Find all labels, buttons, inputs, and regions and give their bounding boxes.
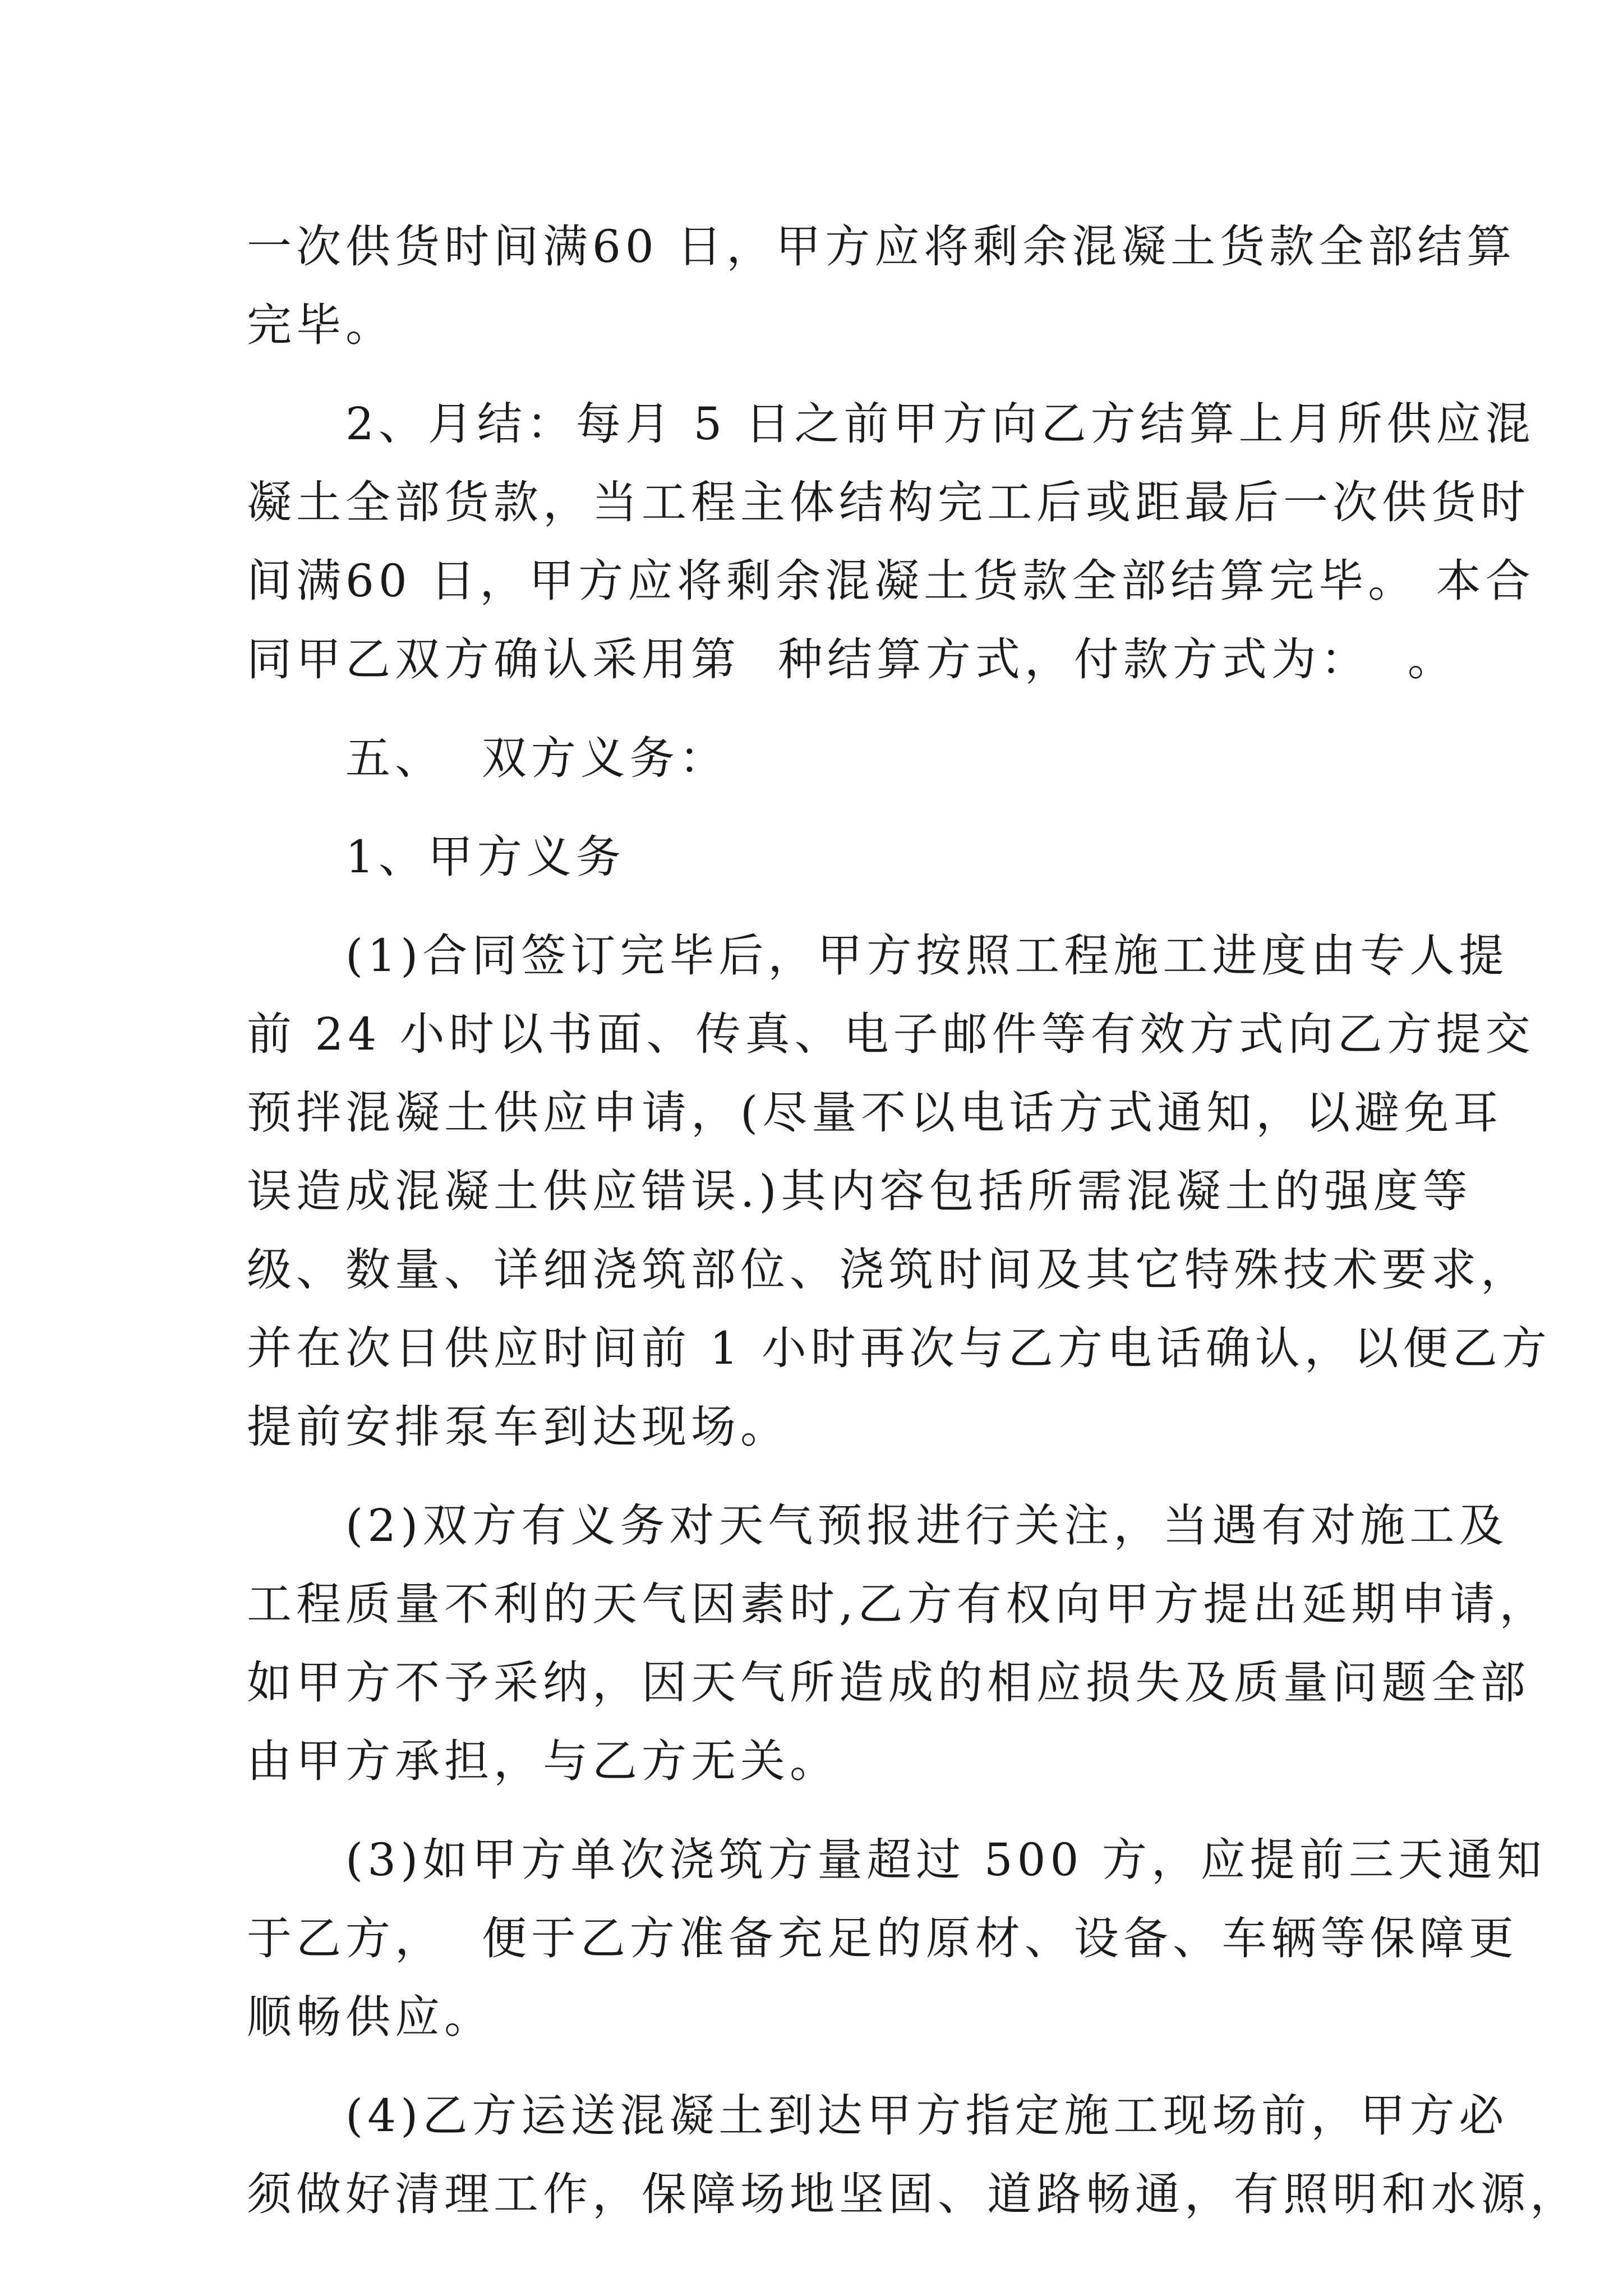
text-line: (1)合同签订完毕后，甲方按照工程施工进度由专人提 bbox=[247, 930, 1509, 982]
text-line: 间满60 日，甲方应将剩余混凝土货款全部结算完毕。 本合 bbox=[247, 555, 1535, 607]
paragraph-gap bbox=[247, 1801, 1380, 1821]
paragraph-gap bbox=[247, 365, 1380, 385]
text-line: 前 24 小时以书面、传真、电子邮件等有效方式向乙方提交 bbox=[247, 1008, 1535, 1060]
text-line: 工程质量不利的天气因素时,乙方有权向甲方提出延期申请， bbox=[247, 1578, 1549, 1630]
text-line: (2)双方有义务对天气预报进行关注，当遇有对施工及 bbox=[247, 1499, 1509, 1552]
text-line: (3)如甲方单次浇筑方量超过 500 方，应提前三天通知 bbox=[247, 1834, 1546, 1886]
paragraph-gap bbox=[247, 798, 1380, 818]
text-line: 预拌混凝土供应申请，(尽量不以电话方式通知，以避免耳 bbox=[247, 1087, 1503, 1139]
paragraph-gap bbox=[247, 699, 1380, 719]
subsection-heading: 1、甲方义务 bbox=[247, 831, 625, 883]
text-line: 凝土全部货款，当工程主体结构完工后或距最后一次供货时 bbox=[247, 476, 1530, 528]
text-line: 完毕。 bbox=[247, 299, 395, 351]
text-line: 由甲方承担，与乙方无关。 bbox=[247, 1735, 839, 1787]
section-heading: 五、 双方义务： bbox=[247, 732, 728, 784]
text-line: 同甲乙双方确认采用第 种结算方式，付款方式为： 。 bbox=[247, 633, 1457, 685]
text-line: 如甲方不予采纳，因天气所造成的相应损失及质量问题全部 bbox=[247, 1657, 1530, 1709]
paragraph-gap bbox=[247, 896, 1380, 917]
text-line: 提前安排泵车到达现场。 bbox=[247, 1401, 790, 1453]
text-line: 并在次日供应时间前 1 小时再次与乙方电话确认，以便乙方 bbox=[247, 1322, 1551, 1374]
text-line: 级、数量、详细浇筑部位、浇筑时间及其它特殊技术要求， bbox=[247, 1244, 1530, 1296]
text-line: 误造成混凝土供应错误.)其内容包括所需混凝土的强度等 bbox=[247, 1165, 1472, 1217]
paragraph-gap bbox=[247, 2056, 1380, 2077]
text-line: (4)乙方运送混凝土到达甲方指定施工现场前，甲方必 bbox=[247, 2090, 1509, 2142]
paragraph-gap bbox=[247, 1466, 1380, 1487]
text-line: 于乙方， 便于乙方准备充足的原材、设备、车辆等保障更 bbox=[247, 1912, 1518, 1964]
text-line: 顺畅供应。 bbox=[247, 1991, 494, 2043]
text-line: 2、月结：每月 5 日之前甲方向乙方结算上月所供应混 bbox=[247, 398, 1535, 450]
contract-text bbox=[247, 208, 1579, 2234]
text-line: 须做好清理工作，保障场地坚固、道路畅通，有照明和水源， bbox=[247, 2168, 1579, 2220]
text-line: 一次供货时间满60 日，甲方应将剩余混凝土货款全部结算 bbox=[247, 220, 1516, 273]
